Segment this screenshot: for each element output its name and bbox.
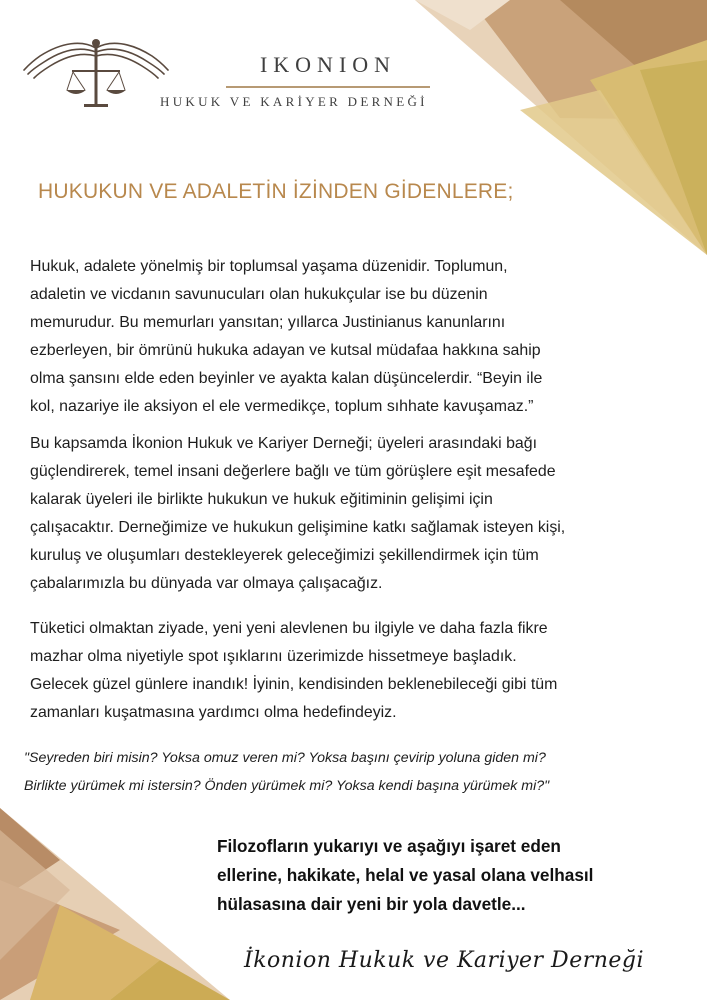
paragraph-1 <box>30 253 680 421</box>
closing-line: ellerine, hakikate, helal ve yasal olana velhasıl <box>217 865 594 885</box>
paragraph-line: zamanları kuşatmasına yardımcı olma hedefindeyiz. <box>30 704 397 721</box>
paragraph-2 <box>30 430 680 598</box>
paragraph-line: mazhar olma niyetiyle spot ışıklarını üzerimizde hissetmeye başladık. <box>30 648 517 665</box>
paragraph-line: memurudur. Bu memurları yansıtan; yıllarca Justinianus kanunlarını <box>30 314 506 331</box>
paragraph-line: güçlendirerek, temel insani değerlere bağlı ve tüm görüşlere eşit mesafede <box>30 463 556 480</box>
paragraph-line: kol, nazariye ile aksiyon el ele vermedikçe, toplum sıhhate kavuşamaz.” <box>30 398 534 415</box>
paragraph-line: Hukuk, adalete yönelmiş bir toplumsal yaşama düzenidir. Toplumun, <box>30 258 508 275</box>
closing-statement <box>217 832 657 919</box>
paragraph-line: adaletin ve vicdanın savunucuları olan hukukçular ise bu düzenin <box>30 286 488 303</box>
signature: İkonion Hukuk ve Kariyer Derneği <box>244 948 645 973</box>
paragraph-3 <box>30 615 680 727</box>
closing-line: hülasasına dair yeni bir yola davetle... <box>217 894 526 914</box>
headline: HUKUKUN VE ADALETİN İZİNDEN GİDENLERE; <box>38 180 514 203</box>
eagle-scales-logo-icon <box>22 28 170 120</box>
paragraph-line: ezberleyen, bir ömrünü hukuka adayan ve kutsal müdafaa hakkına sahip <box>30 342 541 359</box>
paragraph-line: Gelecek güzel günlere inandık! İyinin, kendisinden beklenebileceği gibi tüm <box>30 676 558 693</box>
quote-line: Birlikte yürümek mi istersin? Önden yürümek mi? Yoksa kendi başına yürümek mi?" <box>24 778 550 794</box>
organization-name: IKONION <box>259 52 397 77</box>
organization-subtitle: HUKUK VE KARİYER DERNEĞİ <box>160 94 428 109</box>
quote <box>24 744 694 800</box>
paragraph-line: olma şansını elde eden beyinler ve ayakta kalan düşüncelerdir. “Beyin ile <box>30 370 543 387</box>
paragraph-line: çalışacaktır. Derneğimize ve hukukun gelişimine katkı sağlamak isteyen kişi, <box>30 519 566 536</box>
paragraph-line: Bu kapsamda İkonion Hukuk ve Kariyer Derneği; üyeleri arasındaki bağı <box>30 435 538 452</box>
paragraph-line: çabalarımızla bu dünyada var olmaya çalışacağız. <box>30 575 383 592</box>
closing-line: Filozofların yukarıyı ve aşağıyı işaret eden <box>217 836 561 856</box>
paragraph-line: kuruluş ve oluşumları destekleyerek geleceğimizi şekillendirmek için tüm <box>30 547 539 564</box>
paragraph-line: kalarak üyeleri ile birlikte hukukun ve hukuk eğitiminin gelişimi için <box>30 491 493 508</box>
paragraph-line: Tüketici olmaktan ziyade, yeni yeni alevlenen bu ilgiyle ve daha fazla fikre <box>30 620 548 637</box>
header-divider <box>226 86 430 88</box>
quote-line: "Seyreden biri misin? Yoksa omuz veren mi? Yoksa başını çevirip yoluna giden mi? <box>24 750 546 766</box>
